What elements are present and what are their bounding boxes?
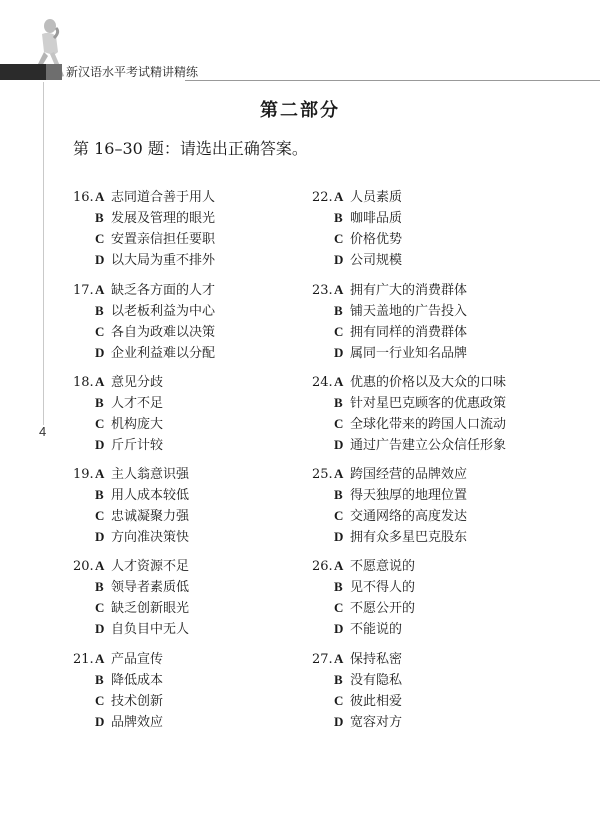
page-number: 4	[39, 424, 47, 439]
option-row	[312, 618, 532, 639]
option-text: 各自为政难以决策	[111, 325, 216, 340]
option-text: 技术创新	[111, 694, 164, 709]
option-text: 缺乏创新眼光	[111, 601, 190, 616]
question-26	[312, 555, 532, 639]
option-row	[312, 576, 532, 597]
option-letter: B	[334, 487, 343, 502]
option-letter: A	[95, 189, 105, 204]
option-text: 不愿意说的	[350, 559, 416, 574]
option-text: 以老板利益为中心	[111, 304, 216, 319]
option-row	[73, 186, 293, 207]
option-text: 产品宣传	[111, 652, 164, 667]
option-text: 铺天盖地的广告投入	[350, 304, 468, 319]
option-letter: B	[95, 672, 104, 687]
option-row	[312, 321, 532, 342]
option-letter: D	[334, 437, 344, 452]
option-row	[73, 249, 293, 270]
option-letter: D	[95, 252, 105, 267]
option-text: 安置亲信担任要职	[111, 232, 216, 247]
option-text: 缺乏各方面的人才	[111, 283, 216, 298]
option-text: 人员素质	[350, 190, 403, 205]
header-bar-accent	[46, 64, 62, 80]
option-row	[312, 434, 532, 455]
option-letter: C	[95, 416, 105, 431]
option-letter: C	[95, 324, 105, 339]
option-row	[312, 342, 532, 363]
question-number: 19.	[73, 467, 94, 482]
option-text: 人才资源不足	[111, 559, 190, 574]
option-text: 人才不足	[111, 396, 164, 411]
option-text: 意见分歧	[111, 375, 164, 390]
option-text: 发展及管理的眼光	[111, 211, 216, 226]
option-row	[73, 711, 293, 732]
option-row	[312, 484, 532, 505]
margin-line	[43, 82, 44, 425]
option-text: 拥有广大的消费群体	[350, 283, 468, 298]
question-19	[73, 463, 293, 547]
option-row	[73, 463, 293, 484]
question-25	[312, 463, 532, 547]
option-text: 机构庞大	[111, 417, 164, 432]
option-row	[73, 526, 293, 547]
option-letter: C	[334, 600, 344, 615]
option-row	[312, 279, 532, 300]
option-row	[73, 555, 293, 576]
option-text: 全球化带来的跨国人口流动	[350, 417, 507, 432]
option-row	[73, 207, 293, 228]
option-letter: D	[95, 621, 105, 636]
option-row	[73, 484, 293, 505]
option-text: 通过广告建立公众信任形象	[350, 438, 507, 453]
question-18	[73, 371, 293, 455]
option-row	[312, 228, 532, 249]
question-number: 23.	[312, 283, 333, 298]
option-text: 保持私密	[350, 652, 403, 667]
option-letter: A	[334, 558, 344, 573]
question-24	[312, 371, 532, 455]
question-22	[312, 186, 532, 270]
option-letter: C	[95, 231, 105, 246]
option-text: 拥有众多星巴克股东	[350, 530, 468, 545]
option-letter: B	[95, 210, 104, 225]
option-row	[312, 690, 532, 711]
option-text: 宽容对方	[350, 715, 403, 730]
question-21	[73, 648, 293, 732]
option-letter: B	[334, 672, 343, 687]
option-letter: D	[95, 437, 105, 452]
option-letter: D	[95, 345, 105, 360]
header-bar	[0, 64, 46, 80]
option-text: 公司规模	[350, 253, 403, 268]
option-text: 针对星巴克顾客的优惠政策	[350, 396, 507, 411]
option-letter: C	[95, 600, 105, 615]
option-letter: B	[334, 303, 343, 318]
option-text: 领导者素质低	[111, 580, 190, 595]
option-letter: A	[95, 466, 105, 481]
option-letter: D	[95, 529, 105, 544]
option-letter: B	[95, 487, 104, 502]
option-row	[73, 618, 293, 639]
option-row	[312, 392, 532, 413]
option-letter: B	[334, 579, 343, 594]
option-text: 拥有同样的消费群体	[350, 325, 468, 340]
question-number: 16.	[73, 190, 94, 205]
question-number: 20.	[73, 559, 94, 574]
option-row	[73, 505, 293, 526]
option-letter: A	[95, 374, 105, 389]
option-letter: B	[95, 303, 104, 318]
option-row	[312, 186, 532, 207]
question-number: 25.	[312, 467, 333, 482]
option-text: 彼此相爱	[350, 694, 403, 709]
option-text: 得天独厚的地理位置	[350, 488, 468, 503]
option-text: 企业利益难以分配	[111, 346, 216, 361]
option-letter: D	[334, 529, 344, 544]
option-text: 以大局为重不排外	[111, 253, 216, 268]
question-number: 24.	[312, 375, 333, 390]
option-letter: C	[95, 693, 105, 708]
option-row	[312, 526, 532, 547]
option-row	[73, 279, 293, 300]
option-letter: A	[334, 189, 344, 204]
option-row	[312, 711, 532, 732]
option-row	[73, 342, 293, 363]
option-text: 交通网络的高度发达	[350, 509, 468, 524]
question-number: 17.	[73, 283, 94, 298]
question-20	[73, 555, 293, 639]
option-text: 没有隐私	[350, 673, 403, 688]
option-row	[312, 300, 532, 321]
option-row	[73, 597, 293, 618]
option-row	[73, 434, 293, 455]
option-letter: A	[334, 374, 344, 389]
question-23	[312, 279, 532, 363]
option-letter: A	[95, 651, 105, 666]
question-number: 22.	[312, 190, 333, 205]
option-letter: C	[334, 693, 344, 708]
option-letter: B	[95, 579, 104, 594]
option-letter: A	[95, 558, 105, 573]
option-row	[73, 300, 293, 321]
part-title: 第二部分	[260, 100, 340, 121]
option-letter: D	[334, 621, 344, 636]
option-letter: B	[334, 395, 343, 410]
instruction-text: 第 16–30 题：请选出正确答案。	[73, 139, 308, 158]
header-rule	[185, 80, 600, 81]
option-text: 优惠的价格以及大众的口味	[350, 375, 507, 390]
option-row	[73, 576, 293, 597]
option-row	[312, 413, 532, 434]
option-row	[312, 371, 532, 392]
option-letter: B	[334, 210, 343, 225]
option-row	[312, 648, 532, 669]
option-letter: A	[334, 466, 344, 481]
option-text: 不能说的	[350, 622, 403, 637]
option-row	[73, 648, 293, 669]
question-16	[73, 186, 293, 270]
option-text: 咖啡品质	[350, 211, 403, 226]
question-number: 26.	[312, 559, 333, 574]
option-row	[312, 555, 532, 576]
option-text: 跨国经营的品牌效应	[350, 467, 468, 482]
option-letter: C	[334, 324, 344, 339]
option-text: 主人翁意识强	[111, 467, 190, 482]
option-text: 不愿公开的	[350, 601, 416, 616]
option-row	[312, 505, 532, 526]
option-letter: B	[95, 395, 104, 410]
option-text: 品牌效应	[111, 715, 164, 730]
option-text: 自负目中无人	[111, 622, 190, 637]
option-row	[73, 321, 293, 342]
option-text: 见不得人的	[350, 580, 416, 595]
option-letter: C	[95, 508, 105, 523]
question-number: 27.	[312, 652, 333, 667]
option-text: 降低成本	[111, 673, 164, 688]
option-row	[73, 690, 293, 711]
option-letter: D	[95, 714, 105, 729]
option-row	[312, 207, 532, 228]
book-title: 新汉语水平考试精讲精练	[66, 65, 199, 79]
option-text: 斤斤计较	[111, 438, 164, 453]
question-27	[312, 648, 532, 732]
option-row	[312, 463, 532, 484]
option-letter: D	[334, 714, 344, 729]
option-letter: D	[334, 345, 344, 360]
option-text: 忠诚凝聚力强	[111, 509, 190, 524]
option-letter: A	[334, 282, 344, 297]
option-text: 属同一行业知名品牌	[350, 346, 468, 361]
option-letter: D	[334, 252, 344, 267]
question-number: 18.	[73, 375, 94, 390]
question-17	[73, 279, 293, 363]
option-row	[73, 669, 293, 690]
option-row	[312, 249, 532, 270]
option-text: 志同道合善于用人	[111, 190, 216, 205]
option-text: 用人成本较低	[111, 488, 190, 503]
option-letter: C	[334, 416, 344, 431]
option-row	[312, 597, 532, 618]
option-row	[73, 228, 293, 249]
question-number: 21.	[73, 652, 94, 667]
option-letter: A	[334, 651, 344, 666]
option-row	[73, 413, 293, 434]
option-row	[73, 392, 293, 413]
option-row	[73, 371, 293, 392]
option-letter: C	[334, 508, 344, 523]
option-text: 价格优势	[350, 232, 403, 247]
option-text: 方向准决策快	[111, 530, 190, 545]
option-letter: A	[95, 282, 105, 297]
option-row	[312, 669, 532, 690]
option-letter: C	[334, 231, 344, 246]
